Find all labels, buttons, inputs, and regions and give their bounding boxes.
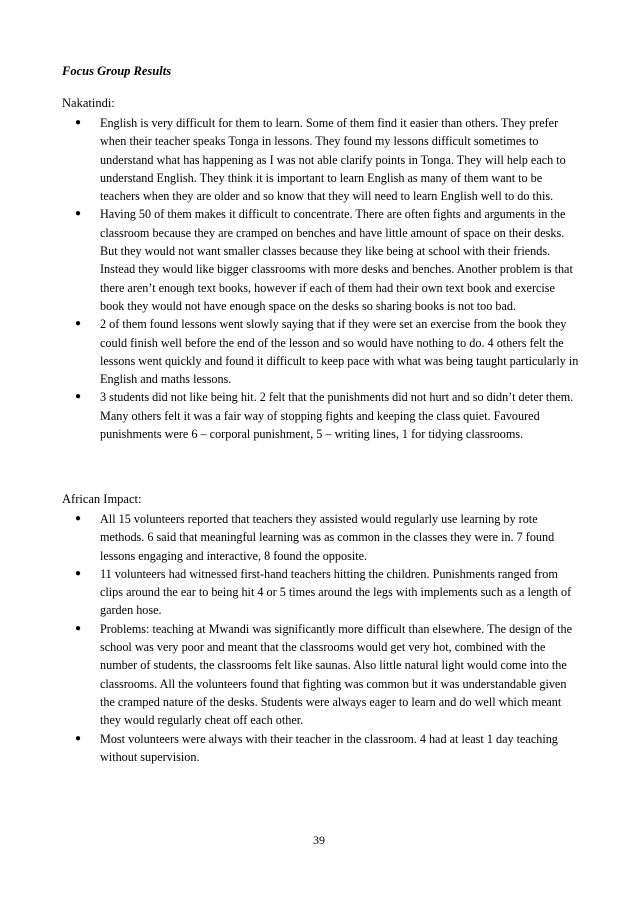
page-number: 39 <box>313 833 325 847</box>
list-item <box>62 565 582 620</box>
list-item-text: 11 volunteers had witnessed first-hand teachers hitting the children. Punishments ranged from clips around the ear to being hit 4 or 5 times around the legs with implements such as a length of garden hose. <box>100 566 572 618</box>
section-nakatindi <box>62 94 582 443</box>
list-item-text: Having 50 of them makes it difficult to concentrate. There are often fights and arguments in the classroom because they are cramped on benches and have little amount of space on their desks. But they would not want smaller classes because they like being at school with their friends. Instead they would like bigger classrooms with more desks and benches. Another problem is that there aren’t enough text books, however if each of them had their own text book and exercise book they would not have enough space on the desks so sharing books is not too bad. <box>100 207 573 313</box>
list-item <box>62 205 582 315</box>
list-item <box>62 510 582 565</box>
section-african-impact <box>62 490 582 766</box>
list-item-text: 3 students did not like being hit. 2 felt that the punishments did not hurt and so didn’t deter them. Many others felt it was a fair way of stopping fights and keeping the class quiet. Favoured punishments were 6 – corporal punishment, 5 – writing lines, 1 for tidying classrooms. <box>100 390 574 442</box>
list-item-text: Problems: teaching at Mwandi was significantly more difficult than elsewhere. The design of the school was very poor and meant that the classrooms would get very hot, combined with the number of students, the classrooms felt like saunas. Also little natural light would come into the classrooms. All the volunteers found that fighting was common but it was understandable given the cramped nature of the desks. Students were always eager to learn and do well which meant they would regularly cheat off each other. <box>100 621 573 728</box>
bullet-icon: ● <box>74 622 82 634</box>
list-item-text: 2 of them found lessons went slowly saying that if they were set an exercise from the book they could finish well before the end of the lesson and so would have nothing to do. 4 others felt the lessons went quickly and found it difficult to keep pace with what was being taught particularly in English and maths lessons. <box>100 317 579 387</box>
list-item-text: All 15 volunteers reported that teachers they assisted would regularly use learning by rote methods. 6 said that meaningful learning was as common in the classes they were in. 7 found lessons engaging and interactive, 8 found the opposite. <box>100 512 555 563</box>
bullet-icon: ● <box>74 567 82 579</box>
list-item <box>62 730 582 767</box>
bullet-list <box>62 510 582 766</box>
bullet-icon: ● <box>74 208 82 220</box>
list-item <box>62 388 582 443</box>
bullet-icon: ● <box>74 318 82 330</box>
list-item-text: Most volunteers were always with their teacher in the classroom. 4 had at least 1 day teaching without supervision. <box>100 731 558 764</box>
section-title: Nakatindi: <box>62 96 115 110</box>
list-item <box>62 114 582 205</box>
bullet-icon: ● <box>74 391 82 403</box>
bullet-icon: ● <box>74 513 82 524</box>
list-item <box>62 315 582 388</box>
document-heading: Focus Group Results <box>62 64 172 78</box>
bullet-list <box>62 114 582 443</box>
list-item-text: English is very difficult for them to learn. Some of them find it easier than others. They prefer when their teacher speaks Tonga in lessons. They found my lessons difficult sometimes to understand what has happening as I was not able clarify points in Tonga. They will help each to understand English. They think it is important to learn English as many of them want to be teachers when they are older and so know that they will need to learn English well to do this. <box>100 116 566 204</box>
section-title: African Impact: <box>62 492 142 506</box>
list-item <box>62 620 582 730</box>
bullet-icon: ● <box>74 117 82 128</box>
bullet-icon: ● <box>74 732 82 744</box>
